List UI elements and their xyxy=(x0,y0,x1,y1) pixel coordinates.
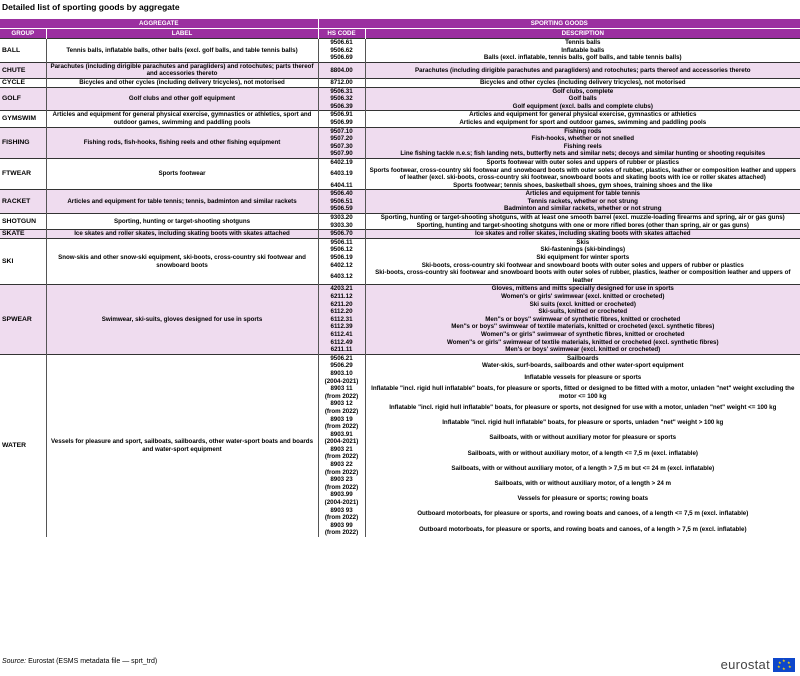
description: Golf clubs, complete xyxy=(365,87,800,95)
description: Sports footwear; tennis shoes, basketball shoes, gym shoes, training shoes and the like xyxy=(365,182,800,190)
group-code: SHOTGUN xyxy=(0,214,46,230)
source-note xyxy=(2,658,157,665)
description: Sports footwear, cross-country ski footwear and snowboard boots with outer soles of rubber, plastics, leather or composition leather and uppers of leather (excl. ski-boots, cross-country ski footwear, snowboard boots and skating boots with ice or roller skates attached) xyxy=(365,167,800,182)
group-label: Sporting, hunting or target-shooting shotguns xyxy=(46,214,318,230)
description: Skis xyxy=(365,238,800,246)
description: Inflatable vessels for pleasure or sports xyxy=(365,370,800,385)
table-row xyxy=(0,238,800,246)
group-column-header: GROUP xyxy=(0,29,46,39)
hs-code: 6211.11 xyxy=(318,346,365,354)
hs-code: 6402.12 xyxy=(318,262,365,270)
description: Sailboats, with or without auxiliary motor, of a length <= 7,5 m (excl. inflatable) xyxy=(365,446,800,461)
table-row xyxy=(0,285,800,293)
hs-code: 6112.41 xyxy=(318,331,365,339)
hs-code: 9506.61 xyxy=(318,39,365,47)
group-code: FTWEAR xyxy=(0,158,46,189)
hs-code: 6211.12 xyxy=(318,293,365,301)
hs-code: 9506.99 xyxy=(318,119,365,127)
group-label: Golf clubs and other golf equipment xyxy=(46,87,318,111)
source-text: Eurostat (ESMS metadata file — sprt_trd) xyxy=(28,658,158,665)
description: Water-skis, surf-boards, sailboards and other water-sport equipment xyxy=(365,362,800,370)
description: Sailboats, with or without auxiliary motor, of a length > 24 m xyxy=(365,476,800,491)
group-water xyxy=(0,354,800,537)
group-ball xyxy=(0,39,800,63)
hs-code: 9506.21 xyxy=(318,354,365,362)
hs-code: 9506.31 xyxy=(318,87,365,95)
description: Ski suits (excl. knitted or crocheted) xyxy=(365,301,800,309)
description: Ski-boots, cross-country ski footwear and snowboard boots with outer soles and uppers of rubber or plastics xyxy=(365,262,800,270)
description: Outboard motorboats, for pleasure or sports, and rowing boats and canoes, of a length <= 7,5 m (excl. inflatable) xyxy=(365,507,800,522)
hs-code: 9303.20 xyxy=(318,214,365,222)
group-golf xyxy=(0,87,800,111)
description: Ski equipment for winter sports xyxy=(365,254,800,262)
sporting-goods-table xyxy=(0,19,800,537)
description: Sports footwear with outer soles and uppers of rubber or plastics xyxy=(365,158,800,166)
description: Golf equipment (excl. balls and complete clubs) xyxy=(365,103,800,111)
description: Articles and equipment for general physical exercise, gymnastics or athletics xyxy=(365,111,800,119)
description: Badminton and similar rackets, whether or not strung xyxy=(365,205,800,213)
sporting-goods-header: SPORTING GOODS xyxy=(318,19,800,29)
hs-code: 6112.49 xyxy=(318,339,365,347)
group-label: Swimwear, ski-suits, gloves designed for use in sports xyxy=(46,285,318,354)
description: Balls (excl. inflatable, tennis balls, golf balls, and table tennis balls) xyxy=(365,54,800,62)
hs-code: 8903.99 (2004-2021) xyxy=(318,491,365,506)
description: Sporting, hunting or target-shooting shotguns, with at least one smooth barrel (excl. muzzle-loading firearms and spring, air or gas guns) xyxy=(365,214,800,222)
group-racket xyxy=(0,190,800,214)
description: Ski-boots, cross-country ski footwear and snowboard boots with outer soles of rubber, plastics, leather or composition leather and uppers of leather xyxy=(365,269,800,285)
hs-code: 9506.12 xyxy=(318,246,365,254)
group-ski xyxy=(0,238,800,285)
group-gymswim xyxy=(0,111,800,127)
description: Line fishing tackle n.e.s; fish landing nets, butterfly nets and similar nets; decoys and similar hunting or shooting requisites xyxy=(365,150,800,158)
group-code: CHUTE xyxy=(0,62,46,78)
source-label: Source: xyxy=(2,658,27,665)
hs-code: 8712.00 xyxy=(318,78,365,87)
hs-code: 9506.62 xyxy=(318,47,365,55)
group-ftwear xyxy=(0,158,800,189)
description: Fish-hooks, whether or not snelled xyxy=(365,135,800,143)
table-row xyxy=(0,230,800,239)
description: Men''s or boys'' swimwear of synthetic fibres, knitted or crocheted xyxy=(365,316,800,324)
hs-code: 6112.31 xyxy=(318,316,365,324)
hs-code: 9506.91 xyxy=(318,111,365,119)
description: Parachutes (including dirigible parachutes and paragliders) and rotochutes; parts thereof and accessories thereto xyxy=(365,62,800,78)
hs-code: 8804.00 xyxy=(318,62,365,78)
description: Vessels for pleasure or sports; rowing boats xyxy=(365,491,800,506)
hs-code: 6404.11 xyxy=(318,182,365,190)
description: Inflatable "incl. rigid hull inflatable" boats, for pleasure or sports, not designed for use with a motor, unladen "net" weight <= 100 kg xyxy=(365,400,800,415)
description-column-header: DESCRIPTION xyxy=(365,29,800,39)
description: Sailboats, with or without auxiliary motor for pleasure or sports xyxy=(365,431,800,446)
hs-code: 9506.29 xyxy=(318,362,365,370)
group-chute xyxy=(0,62,800,78)
description: Articles and equipment for sport and outdoor games, swimming and paddling pools xyxy=(365,119,800,127)
group-code: SPWEAR xyxy=(0,285,46,354)
hs-code: 9506.40 xyxy=(318,190,365,198)
hs-code: 9506.69 xyxy=(318,54,365,62)
hs-code: 6211.20 xyxy=(318,301,365,309)
hs-code: 8903 93 (from 2022) xyxy=(318,507,365,522)
hs-code: 6112.39 xyxy=(318,323,365,331)
hs-code: 8903.91 (2004-2021) xyxy=(318,431,365,446)
table-row xyxy=(0,127,800,135)
hs-code: 9506.51 xyxy=(318,198,365,206)
hs-code: 6112.20 xyxy=(318,308,365,316)
group-label: Ice skates and roller skates, including skating boots with skates attached xyxy=(46,230,318,239)
hs-code: 9507.20 xyxy=(318,135,365,143)
group-label: Articles and equipment for general physical exercise, gymnastics or athletics, sport and outdoor games, swimming and paddling pools xyxy=(46,111,318,127)
description: Women''s or girls'' swimwear of synthetic fibres, knitted or crocheted xyxy=(365,331,800,339)
group-code: SKI xyxy=(0,238,46,285)
hs-code: 9303.30 xyxy=(318,222,365,230)
hs-code: 9507.90 xyxy=(318,150,365,158)
description: Sailboards xyxy=(365,354,800,362)
hs-code-column-header: HS CODE xyxy=(318,29,365,39)
description: Men's or boys' swimwear (excl. knitted or crocheted) xyxy=(365,346,800,354)
table-row xyxy=(0,214,800,222)
hs-code: 9506.59 xyxy=(318,205,365,213)
group-code: GYMSWIM xyxy=(0,111,46,127)
eurostat-logo: eurostat xyxy=(720,657,770,672)
hs-code: 9506.11 xyxy=(318,238,365,246)
description: Gloves, mittens and mitts specially designed for use in sports xyxy=(365,285,800,293)
hs-code: 6403.12 xyxy=(318,269,365,285)
group-label: Sports footwear xyxy=(46,158,318,189)
hs-code: 6403.19 xyxy=(318,167,365,182)
hs-code: 9507.30 xyxy=(318,143,365,151)
group-label: Snow-skis and other snow-ski equipment, ski-boots, cross-country ski footwear and snowboard boots xyxy=(46,238,318,285)
group-shotgun xyxy=(0,214,800,230)
hs-code: 8903 12 (from 2022) xyxy=(318,400,365,415)
group-code: RACKET xyxy=(0,190,46,214)
group-fishing xyxy=(0,127,800,158)
hs-code: 9506.32 xyxy=(318,95,365,103)
aggregate-header: AGGREGATE xyxy=(0,19,318,29)
table-row xyxy=(0,190,800,198)
group-code: BALL xyxy=(0,39,46,63)
hs-code: 8903 21 (from 2022) xyxy=(318,446,365,461)
description: Fishing rods xyxy=(365,127,800,135)
group-code: SKATE xyxy=(0,230,46,239)
table-row xyxy=(0,62,800,78)
group-code: FISHING xyxy=(0,127,46,158)
table-row xyxy=(0,87,800,95)
hs-code: 8903 22 (from 2022) xyxy=(318,461,365,476)
hs-code: 8903 11 (from 2022) xyxy=(318,385,365,400)
description: Women''s or girls'' swimwear of textile materials, knitted or crocheted (excl. synthetic fibres) xyxy=(365,339,800,347)
table-row xyxy=(0,39,800,47)
table-row xyxy=(0,78,800,87)
description: Inflatable "incl. rigid hull inflatable" boats, for pleasure or sports, unladen "net" weight > 100 kg xyxy=(365,416,800,431)
description: Sailboats, with or without auxiliary motor, of a length > 7,5 m but <= 24 m (excl. inflatable) xyxy=(365,461,800,476)
description: Ice skates and roller skates, including skating boots with skates attached xyxy=(365,230,800,239)
table-row xyxy=(0,111,800,119)
description: Tennis rackets, whether or not strung xyxy=(365,198,800,206)
hs-code: 9507.10 xyxy=(318,127,365,135)
description: Golf balls xyxy=(365,95,800,103)
description: Fishing reels xyxy=(365,143,800,151)
description: Bicycles and other cycles (including delivery tricycles), not motorised xyxy=(365,78,800,87)
hs-code: 9506.39 xyxy=(318,103,365,111)
description: Inflatable "incl. rigid hull inflatable" boats, for pleasure or sports, fitted or designed to be fitted with a motor, unladen "net" weight excluding the motor <= 100 kg xyxy=(365,385,800,400)
group-cycle xyxy=(0,78,800,87)
page-title: Detailed list of sporting goods by aggregate xyxy=(2,2,180,12)
hs-code: 8903 23 (from 2022) xyxy=(318,476,365,491)
table-row xyxy=(0,158,800,166)
description: Women's or girls' swimwear (excl. knitted or crocheted) xyxy=(365,293,800,301)
description: Ski-fastenings (ski-bindings) xyxy=(365,246,800,254)
description: Men''s or boys'' swimwear of textile materials, knitted or crocheted (excl. synthetic fibres) xyxy=(365,323,800,331)
description: Tennis balls xyxy=(365,39,800,47)
label-column-header: LABEL xyxy=(46,29,318,39)
group-label: Fishing rods, fish-hooks, fishing reels and other fishing equipment xyxy=(46,127,318,158)
hs-code: 8903 19 (from 2022) xyxy=(318,416,365,431)
group-skate xyxy=(0,230,800,239)
group-label: Parachutes (including dirigible parachutes and paragliders) and rotochutes; parts thereof and accessories thereto xyxy=(46,62,318,78)
hs-code: 8903 99 (from 2022) xyxy=(318,522,365,537)
hs-code: 4203.21 xyxy=(318,285,365,293)
eu-flag-icon: ★ ★ ★ ★ ★ ★ xyxy=(773,658,795,672)
description: Ski-suits, knitted or crocheted xyxy=(365,308,800,316)
description: Articles and equipment for table tennis xyxy=(365,190,800,198)
hs-code: 9506.19 xyxy=(318,254,365,262)
hs-code: 9506.70 xyxy=(318,230,365,239)
description: Outboard motorboats, for pleasure or sports, and rowing boats and canoes, of a length > 7,5 m (excl. inflatable) xyxy=(365,522,800,537)
description: Inflatable balls xyxy=(365,47,800,55)
group-label: Bicycles and other cycles (including delivery tricycles), not motorised xyxy=(46,78,318,87)
group-code: WATER xyxy=(0,354,46,537)
table-row xyxy=(0,354,800,362)
group-label: Vessels for pleasure and sport, sailboats, sailboards, other water-sport boats and boards and water-sport equipment xyxy=(46,354,318,537)
hs-code: 8903.10 (2004-2021) xyxy=(318,370,365,385)
group-label: Tennis balls, inflatable balls, other balls (excl. golf balls, and table tennis balls) xyxy=(46,39,318,63)
group-spwear xyxy=(0,285,800,354)
group-label: Articles and equipment for table tennis; tennis, badminton and similar rackets xyxy=(46,190,318,214)
group-code: CYCLE xyxy=(0,78,46,87)
description: Sporting, hunting and target-shooting shotguns with one or more rifled bores (other than spring, air or gas guns) xyxy=(365,222,800,230)
group-code: GOLF xyxy=(0,87,46,111)
hs-code: 6402.19 xyxy=(318,158,365,166)
